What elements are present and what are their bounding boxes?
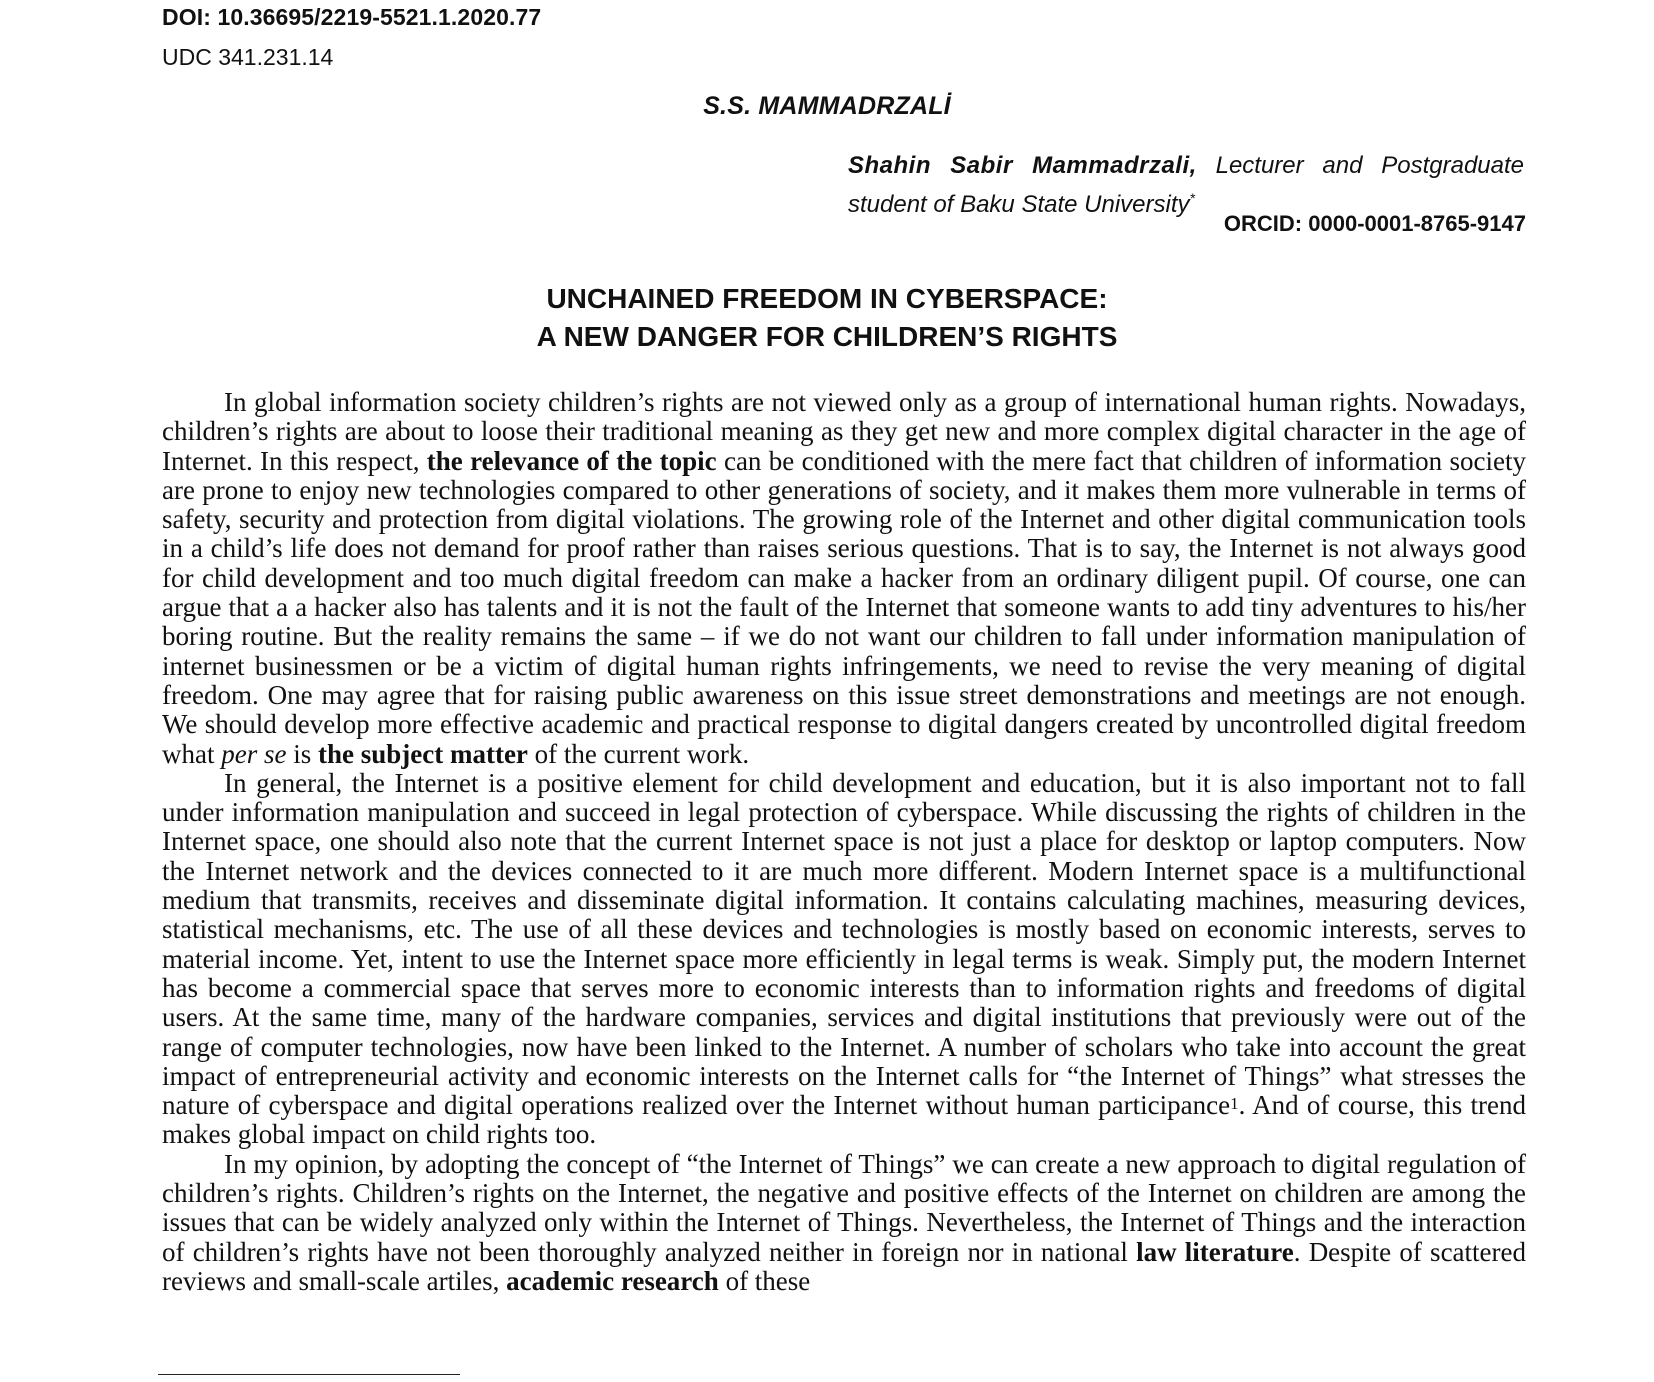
p1-text-e: is: [286, 738, 318, 769]
orcid-line: ORCID: 0000-0001-8765-9147: [1223, 211, 1526, 236]
p3-bold-academic-research: academic research: [506, 1265, 719, 1296]
p2-text-a: In general, the Internet is a positive element for child development and education, but it is also important not to fall under information manipulation and succeed in legal protection of cyberspace. While discussing the rights of children in the Internet space, one should also note that the current Internet space is not just a place for desktop or laptop computers. Now the Internet network and the devices connected to it are much more different. Modern Internet space is a multifunctional medium that transmits, receives and disseminate digital information. It contains calculating machines, measuring devices, statistical mechanisms, etc. The use of all these devices and technologies is mostly based on economic interests, serves to material income. Yet, intent to use the Internet space more efficiently in legal terms is weak. Simply put, the modern Internet has become a commercial space that serves more to economic interests than to information rights and freedoms of digital users. At the same time, many of the hardware companies, services and digital institutions that previously were out of the range of computer technologies, now have been linked to the Internet. A number of scholars who take into account the great impact of entrepreneurial activity and economic interests on the Internet calls for “the Internet of Things” what stresses the nature of cyberspace and digital operations realized over the Internet without human participance: [162, 767, 1526, 1121]
affiliation-footnote-mark: *: [1189, 190, 1195, 206]
p1-italic-per-se: per se: [221, 738, 287, 769]
p2-text-b: . And of course, this trend makes global impact on child rights too.: [162, 1090, 1526, 1150]
article-title: [0, 280, 1654, 356]
title-line-1: UNCHAINED FREEDOM IN CYBERSPACE:: [546, 283, 1108, 314]
paragraph-3: [162, 1150, 1526, 1296]
footnote-separator: [158, 1374, 460, 1375]
p1-text-c: can be conditioned with the mere fact that children of information society are prone to enjoy new technologies compared to other generations of society, and it makes them more vulnerable in terms of safety, security and protection from digital violations. The growing role of the Internet and other digital communication tools in a child’s life does not demand for proof rather than raises serious questions. That is to say, the Internet is not always good for child development and too much digital freedom can make a hacker from an ordinary diligent pupil. Of course, one can argue that a a hacker also has talents and it is not the fault of the Internet that someone wants to add tiny adventures to his/her boring routine. But the reality remains the same – if we do not want our children to fall under information manipulation of internet businessmen or be a victim of digital human rights infringements, we need to revise the very meaning of digital freedom. One may agree that for raising public awareness on this issue street demonstrations and meetings are not enough. We should develop more effective academic and practical response to digital dangers created by uncontrolled digital freedom what: [162, 445, 1526, 769]
author-full-name: Shahin Sabir Mammadrzali,: [848, 152, 1197, 179]
p1-bold-subject-matter: the subject matter: [317, 738, 528, 769]
footnote-ref-1[interactable]: 1: [1230, 1094, 1239, 1114]
p1-bold-relevance: the relevance of the topic: [426, 445, 717, 476]
p3-text-a: In my opinion, by adopting the concept of “the Internet of Things” we can create a new approach to digital regulation of children’s rights. Children’s rights on the Internet, the negative and positive effects of the Internet on children are among the issues that can be widely analyzed only within the Internet of Things. Nevertheless, the Internet of Things and the interaction of children’s rights have not been thoroughly analyzed neither in foreign nor in national: [162, 1148, 1526, 1267]
article-body: [162, 388, 1526, 1296]
paragraph-1: [162, 388, 1526, 769]
udc-line: UDC 341.231.14: [162, 44, 334, 70]
p3-text-e: of these: [718, 1265, 811, 1296]
p1-text-g: of the current work.: [527, 738, 750, 769]
affiliation-text: Lecturer and Postgraduate student of Baku State University: [848, 152, 1524, 218]
author-short-name: S.S. MAMMADRZALİ: [703, 92, 951, 120]
p3-bold-law-literature: law literature: [1136, 1236, 1294, 1267]
paragraph-2: [162, 769, 1526, 1150]
title-line-2: A NEW DANGER FOR CHILDREN’S RIGHTS: [536, 321, 1118, 352]
p1-text-a: In global information society children’s rights are not viewed only as a group of international human rights. Nowadays, children’s rights are about to loose their traditional meaning as they get new and more complex digital character in the age of Internet. In this respect,: [162, 387, 1526, 476]
p3-text-c: . Despite of scattered reviews and small-scale artiles,: [162, 1236, 1526, 1296]
doi-line: DOI: 10.36695/2219-5521.1.2020.77: [162, 4, 542, 30]
